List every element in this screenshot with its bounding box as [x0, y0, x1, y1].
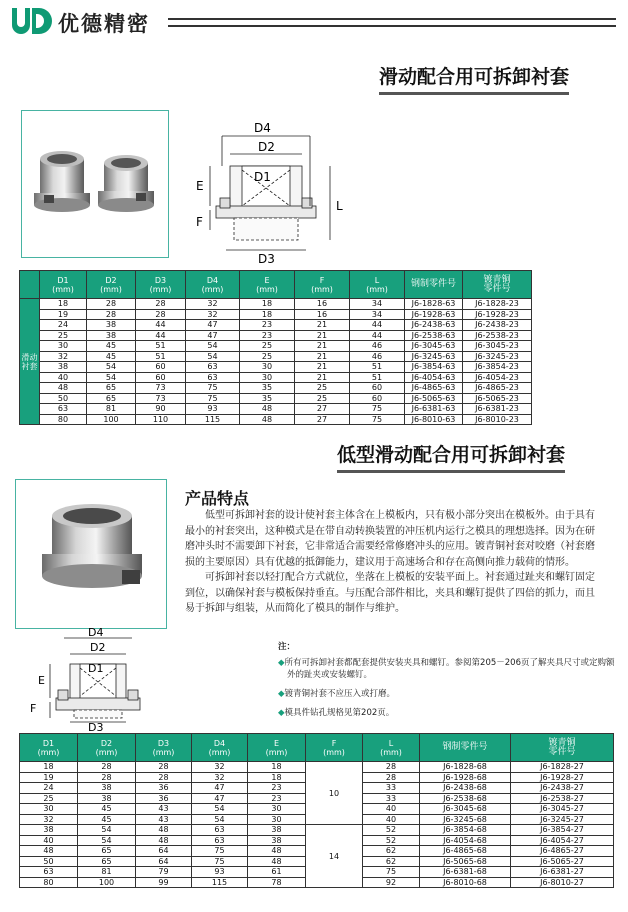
table1-header-f: F (mm)	[295, 271, 350, 299]
label-f: F	[196, 215, 203, 229]
table2-cell: 62	[363, 846, 420, 857]
table2-cell: J6-8010-27	[511, 877, 614, 888]
company-logo	[12, 8, 54, 34]
table2-cell: 48	[136, 835, 192, 846]
table1-cell: J6-4054-23	[463, 372, 532, 383]
features-paragraph-2: 可拆卸衬套以轻打配合方式就位，坐落在上模板的安装平面上。衬套通过趾夹和螺钉固定到位，以确保衬套与模板保持垂直。与压配合部件相比，夹具和螺钉提供了四倍的抓力，而且易于拆卸与组装，从而简化了模具的制作与维护。	[185, 572, 595, 614]
table1-cell: 34	[350, 309, 405, 320]
table2-cell: J6-5065-68	[420, 856, 511, 867]
table1-cell: 75	[186, 383, 240, 394]
table2-cell: 65	[78, 846, 136, 857]
table2-cell: 28	[78, 772, 136, 783]
table2-cell: 40	[363, 804, 420, 815]
table1-cell: 18	[40, 299, 87, 310]
table2-cell: 75	[192, 846, 248, 857]
note-item: ◆镀青铜衬套不应压入或打磨。	[278, 689, 396, 699]
table2-header-d4: D4 (mm)	[192, 734, 248, 762]
table2-cell: 65	[78, 856, 136, 867]
table2-cell: 48	[248, 856, 306, 867]
bushing-photo-2	[15, 479, 167, 629]
table1-cell: J6-2538-23	[463, 330, 532, 341]
table1-cell: 32	[186, 299, 240, 310]
table2-header-l: L (mm)	[363, 734, 420, 762]
table2-cell: J6-5065-27	[511, 856, 614, 867]
table2-cell: 28	[363, 772, 420, 783]
table1-cell: J6-5065-63	[405, 393, 463, 404]
spec-table-2	[19, 733, 614, 888]
table2-cell: 52	[363, 835, 420, 846]
table1-header-bronze-part: 镀青铜 零件号	[463, 271, 532, 299]
table1-cell: 35	[240, 393, 295, 404]
bushing-pair-image	[22, 111, 168, 257]
table2-cell: 38	[248, 835, 306, 846]
label2-f: F	[30, 702, 37, 715]
table1-header-d2: D2 (mm)	[87, 271, 136, 299]
note-item: ◆所有可拆卸衬套都配套提供安装夹具和螺钉。参阅第205－206页了解夹具尺寸或定购额外的趾夹或安装螺钉。	[278, 658, 615, 680]
table1-cell: 81	[87, 404, 136, 415]
label-d4: D4	[254, 121, 271, 135]
table2-cell: 63	[192, 825, 248, 836]
table2-cell: 78	[248, 877, 306, 888]
table2-cell: 54	[192, 814, 248, 825]
table1-header-steel-part: 钢制零件号	[405, 271, 463, 299]
table2-header-f: F (mm)	[306, 734, 363, 762]
table2-row	[20, 825, 614, 836]
table2-cell: J6-4054-27	[511, 835, 614, 846]
table2-cell: 33	[363, 783, 420, 794]
table1-cell: 46	[350, 341, 405, 352]
table1-cell: 18	[240, 309, 295, 320]
table2-cell: 48	[136, 825, 192, 836]
table2-cell: 23	[248, 783, 306, 794]
table2-cell: 47	[192, 783, 248, 794]
table1-cell: 60	[136, 372, 186, 383]
table2-cell: 64	[136, 846, 192, 857]
table2-cell: J6-8010-68	[420, 877, 511, 888]
table2-cell: 38	[248, 825, 306, 836]
table1-cell: 28	[87, 309, 136, 320]
table2-cell: 24	[20, 783, 78, 794]
table1-cell: 27	[295, 404, 350, 415]
table2-header-e: E (mm)	[248, 734, 306, 762]
table2-cell: 92	[363, 877, 420, 888]
table1-cell: 38	[40, 362, 87, 373]
table1-cell: 32	[186, 309, 240, 320]
notes-title: 注：	[278, 642, 296, 652]
table1-cell: 28	[87, 299, 136, 310]
table2-cell: J6-1928-68	[420, 772, 511, 783]
table2-cell: 18	[248, 772, 306, 783]
table1-cell: 44	[350, 330, 405, 341]
label-d1: D1	[254, 170, 271, 184]
table2-f-group: 10	[306, 762, 363, 825]
table2-header-d1: D1 (mm)	[20, 734, 78, 762]
table2-cell: J6-1828-27	[511, 762, 614, 773]
table1-row	[20, 299, 532, 310]
table2-cell: 75	[363, 867, 420, 878]
table1-cell: 65	[87, 393, 136, 404]
table1-cell: 54	[87, 372, 136, 383]
features-paragraph-1: 低型可拆卸衬套的设计使衬套主体含在上模板内，只有极小部分突出在模板外。由于具有最小的衬套突出，这种模式是在带自动转换装置的冲压机内运行之模具的理想选择。因为在研磨冲头时不需要卸下衬套，它非常适合需要经常修磨冲头的应用。镀青铜衬套对咬磨（衬套磨损的主要原因）具有优越的抵御能力，建议用于高速场合和存在高侧向推力载荷的情形。	[185, 510, 595, 568]
table1-cell: J6-2438-23	[463, 320, 532, 331]
table1-cell: 48	[240, 414, 295, 425]
table1-cell: 115	[186, 414, 240, 425]
table2-cell: 36	[136, 793, 192, 804]
table1-cell: 30	[240, 372, 295, 383]
table2-cell: 38	[78, 783, 136, 794]
table1-cell: 54	[186, 351, 240, 362]
table1-cell: 21	[295, 372, 350, 383]
table1-cell: 65	[87, 383, 136, 394]
table2-cell: 18	[248, 762, 306, 773]
table2-cell: 40	[363, 814, 420, 825]
table1-cell: 50	[40, 393, 87, 404]
table1-cell: 75	[350, 414, 405, 425]
table2-cell: 32	[192, 762, 248, 773]
section1-title	[379, 62, 569, 89]
table1-cell: J6-1828-23	[463, 299, 532, 310]
label-d3: D3	[258, 252, 275, 266]
table1-cell: 24	[40, 320, 87, 331]
table2-header-bronze-part: 镀青铜 零件号	[511, 734, 614, 762]
table1-cell: J6-3045-63	[405, 341, 463, 352]
table1-cell: 93	[186, 404, 240, 415]
bushing-photo-1	[21, 110, 169, 258]
label-e: E	[196, 179, 204, 193]
table1-cell: 45	[87, 341, 136, 352]
table1-cell: J6-3245-23	[463, 351, 532, 362]
table1-row	[20, 309, 532, 320]
label2-e: E	[38, 674, 45, 687]
table1-cell: J6-2438-63	[405, 320, 463, 331]
table2-cell: 28	[136, 772, 192, 783]
table1-cell: 54	[87, 362, 136, 373]
table1-cell: 44	[350, 320, 405, 331]
table1-cell: 110	[136, 414, 186, 425]
table1-cell: 80	[40, 414, 87, 425]
table1-cell: 16	[295, 309, 350, 320]
table2-row	[20, 762, 614, 773]
label2-d1: D1	[88, 662, 104, 675]
table2-cell: J6-2438-68	[420, 783, 511, 794]
table2-cell: J6-3854-27	[511, 825, 614, 836]
table2-cell: J6-3854-68	[420, 825, 511, 836]
table1-cell: 25	[295, 393, 350, 404]
table1-cell: 32	[40, 351, 87, 362]
table2-cell: J6-2538-68	[420, 793, 511, 804]
table2-cell: J6-4865-27	[511, 846, 614, 857]
table2-cell: 93	[192, 867, 248, 878]
table1-cell: 25	[295, 383, 350, 394]
table1-cell: 30	[240, 362, 295, 373]
table2-cell: 18	[20, 762, 78, 773]
table1-cell: 46	[350, 351, 405, 362]
low-bushing-image	[16, 480, 166, 628]
table2-cell: J6-3045-68	[420, 804, 511, 815]
table1-row	[20, 351, 532, 362]
table1-cell: 34	[350, 299, 405, 310]
table2-cell: 23	[248, 793, 306, 804]
table2-cell: 32	[20, 814, 78, 825]
table1-cell: 18	[240, 299, 295, 310]
table2-cell: 75	[192, 856, 248, 867]
table1-cell: 63	[40, 404, 87, 415]
table1-cell: 54	[186, 341, 240, 352]
table1-cell: 51	[350, 372, 405, 383]
table1-cell: 51	[136, 341, 186, 352]
table1-cell: J6-1828-63	[405, 299, 463, 310]
table1-header-d4: D4 (mm)	[186, 271, 240, 299]
table2-cell: J6-2538-27	[511, 793, 614, 804]
features-title: 产品特点	[185, 489, 250, 508]
table1-cell: 51	[136, 351, 186, 362]
table1-cell: 28	[136, 299, 186, 310]
table1-cell: 60	[350, 383, 405, 394]
table1-side-label: 滑动衬套	[20, 299, 40, 425]
table1-cell: 47	[186, 320, 240, 331]
table2-cell: 47	[192, 793, 248, 804]
label2-d2: D2	[90, 641, 106, 654]
table1-cell: 25	[240, 351, 295, 362]
label2-d4: D4	[88, 628, 104, 639]
table1-cell: 25	[40, 330, 87, 341]
table1-cell: 44	[136, 330, 186, 341]
table1-cell: J6-3245-63	[405, 351, 463, 362]
table2-cell: 54	[192, 804, 248, 815]
table2-cell: J6-3245-68	[420, 814, 511, 825]
table1-cell: J6-6381-63	[405, 404, 463, 415]
table1-cell: 30	[40, 341, 87, 352]
table2-cell: 25	[20, 793, 78, 804]
table2-header-d2: D2 (mm)	[78, 734, 136, 762]
table2-cell: J6-2438-27	[511, 783, 614, 794]
table1-cell: J6-5065-23	[463, 393, 532, 404]
table1-cell: J6-1928-23	[463, 309, 532, 320]
table2-header-d3: D3 (mm)	[136, 734, 192, 762]
header-rule	[168, 18, 616, 27]
table1-row	[20, 404, 532, 415]
table2-cell: 48	[248, 846, 306, 857]
table1-cell: 48	[40, 383, 87, 394]
table1-cell: 51	[350, 362, 405, 373]
label-l: L	[336, 199, 343, 213]
table1-cell: 35	[240, 383, 295, 394]
table1-cell: J6-8010-23	[463, 414, 532, 425]
table2-cell: 30	[248, 814, 306, 825]
spec-table-1	[19, 270, 532, 425]
table2-cell: 50	[20, 856, 78, 867]
table1-cell: J6-4865-23	[463, 383, 532, 394]
table1-header-row	[20, 271, 532, 299]
table2-cell: 30	[20, 804, 78, 815]
table2-cell: 64	[136, 856, 192, 867]
label2-d3: D3	[88, 721, 104, 732]
table1-cell: 73	[136, 383, 186, 394]
table1-cell: 38	[87, 330, 136, 341]
table1-cell: 16	[295, 299, 350, 310]
bushing-dimension-diagram-1	[190, 118, 360, 268]
table2-header-row	[20, 734, 614, 762]
table1-cell: 45	[87, 351, 136, 362]
table2-cell: 63	[20, 867, 78, 878]
table1-cell: 73	[136, 393, 186, 404]
table2-cell: 61	[248, 867, 306, 878]
table2-cell: 54	[78, 835, 136, 846]
table1-cell: 23	[240, 320, 295, 331]
table2-cell: 38	[20, 825, 78, 836]
table1-cell: J6-4054-63	[405, 372, 463, 383]
table2-cell: J6-4865-68	[420, 846, 511, 857]
table1-cell: 23	[240, 330, 295, 341]
table1-row	[20, 341, 532, 352]
table1-cell: 60	[136, 362, 186, 373]
table1-cell: 63	[186, 372, 240, 383]
table1-cell: 40	[40, 372, 87, 383]
table2-cell: 100	[78, 877, 136, 888]
table1-row	[20, 372, 532, 383]
table1-cell: 21	[295, 362, 350, 373]
table2-cell: 80	[20, 877, 78, 888]
table2-cell: J6-6381-27	[511, 867, 614, 878]
table1-cell: 21	[295, 330, 350, 341]
table2-cell: 28	[136, 762, 192, 773]
table2-cell: 36	[136, 783, 192, 794]
section1-title-text: 滑动配合用可拆卸衬套	[379, 66, 570, 88]
table2-cell: J6-3045-27	[511, 804, 614, 815]
table2-cell: 45	[78, 804, 136, 815]
note-item: ◆模具件钻孔规格见第202页。	[278, 708, 395, 718]
table1-cell: 47	[186, 330, 240, 341]
table2-cell: 30	[248, 804, 306, 815]
table2-f-group: 14	[306, 825, 363, 888]
table1-header-d1: D1 (mm)	[40, 271, 87, 299]
table1-header-e: E (mm)	[240, 271, 295, 299]
table2-cell: J6-1928-27	[511, 772, 614, 783]
table1-cell: 38	[87, 320, 136, 331]
table1-cell: J6-3045-23	[463, 341, 532, 352]
table1-cell: 27	[295, 414, 350, 425]
brand-name: 优德精密	[58, 12, 150, 36]
table2-cell: 99	[136, 877, 192, 888]
table2-cell: J6-6381-68	[420, 867, 511, 878]
table1-cell: J6-3854-63	[405, 362, 463, 373]
table1-cell: 75	[350, 404, 405, 415]
table1-cell: 21	[295, 341, 350, 352]
table2-cell: 43	[136, 804, 192, 815]
table1-row	[20, 393, 532, 404]
table1-cell: 100	[87, 414, 136, 425]
table2-cell: 48	[20, 846, 78, 857]
features-text	[185, 508, 595, 617]
label-d2: D2	[258, 140, 275, 154]
table2-cell: J6-1828-68	[420, 762, 511, 773]
table2-cell: 38	[78, 793, 136, 804]
table1-cell: 60	[350, 393, 405, 404]
notes-block	[278, 641, 618, 726]
table1-cell: 28	[136, 309, 186, 320]
table2-cell: 45	[78, 814, 136, 825]
table1-cell: 63	[186, 362, 240, 373]
table1-cell: 90	[136, 404, 186, 415]
table1-cell: J6-6381-23	[463, 404, 532, 415]
bushing-dimension-diagram-2	[20, 628, 170, 732]
table1-row	[20, 330, 532, 341]
table1-cell: 75	[186, 393, 240, 404]
table2-cell: 115	[192, 877, 248, 888]
table1-row	[20, 414, 532, 425]
table1-cell: 21	[295, 320, 350, 331]
table1-cell: 21	[295, 351, 350, 362]
table1-cell: J6-1928-63	[405, 309, 463, 320]
table2-cell: 40	[20, 835, 78, 846]
table1-corner	[20, 271, 40, 299]
table1-row	[20, 320, 532, 331]
table2-cell: 62	[363, 856, 420, 867]
table1-cell: 19	[40, 309, 87, 320]
section2-title-text: 低型滑动配合用可拆卸衬套	[337, 444, 566, 466]
table2-cell: J6-4054-68	[420, 835, 511, 846]
table1-cell: J6-3854-23	[463, 362, 532, 373]
table2-cell: 19	[20, 772, 78, 783]
table1-header-l: L (mm)	[350, 271, 405, 299]
table2-cell: 43	[136, 814, 192, 825]
table2-header-steel-part: 钢制零件号	[420, 734, 511, 762]
table2-cell: 33	[363, 793, 420, 804]
table1-row	[20, 383, 532, 394]
table1-cell: 44	[136, 320, 186, 331]
table2-cell: 52	[363, 825, 420, 836]
table1-cell: J6-8010-63	[405, 414, 463, 425]
table1-header-d3: D3 (mm)	[136, 271, 186, 299]
table2-cell: 28	[363, 762, 420, 773]
table1-cell: 48	[240, 404, 295, 415]
table1-cell: J6-2538-63	[405, 330, 463, 341]
table2-cell: 79	[136, 867, 192, 878]
table1-row	[20, 362, 532, 373]
section2-title	[337, 440, 565, 467]
table1-cell: 25	[240, 341, 295, 352]
table1-cell: J6-4865-63	[405, 383, 463, 394]
table2-cell: 63	[192, 835, 248, 846]
table2-cell: J6-3245-27	[511, 814, 614, 825]
table2-cell: 28	[78, 762, 136, 773]
table2-cell: 54	[78, 825, 136, 836]
table2-cell: 32	[192, 772, 248, 783]
table2-cell: 81	[78, 867, 136, 878]
